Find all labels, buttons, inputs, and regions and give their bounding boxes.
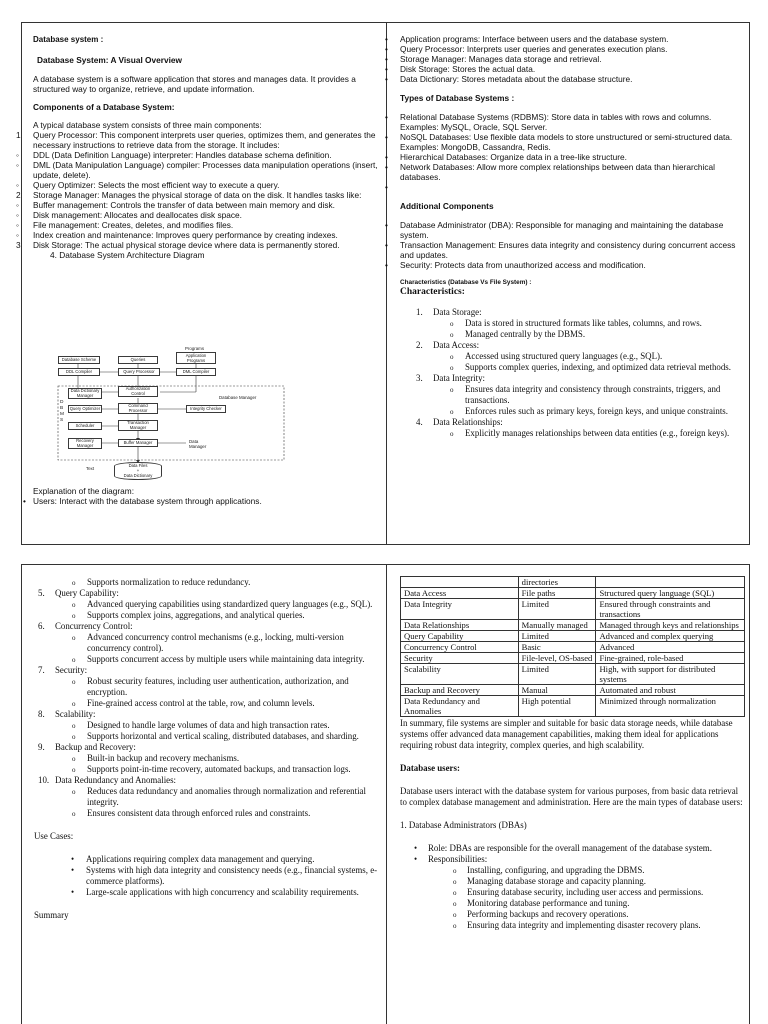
component-item — [16, 210, 380, 220]
list-sub-item — [22, 577, 382, 588]
bullet-marker: • — [414, 843, 418, 853]
list-sub-item — [400, 362, 744, 373]
list-sub-item — [22, 720, 382, 731]
role-bullet — [400, 843, 747, 854]
circle-marker: o — [72, 810, 76, 818]
circle-marker: o — [453, 900, 457, 908]
list-sub-item — [22, 632, 382, 654]
type-bullet-text: Network Databases: Allow more complex relationships between data than hierarchical databases. — [400, 162, 715, 182]
buffer-manager-box: Buffer Manager — [118, 439, 158, 447]
sub-item-text: Fine-grained access control at the table, row, and column levels. — [87, 698, 315, 708]
component-bullet-text: Disk Storage: Stores the actual data. — [400, 64, 536, 74]
component-bullet — [385, 64, 744, 74]
number-marker: 2 — [16, 190, 21, 200]
characteristic-title: Data Relationships: — [433, 417, 503, 427]
list-sub-item — [400, 351, 744, 362]
sub-item-text: Supports horizontal and vertical scaling, distributed databases, and sharding. — [87, 731, 359, 741]
types-list — [385, 112, 744, 182]
circle-marker: o — [450, 320, 454, 328]
component-item-text: Buffer management: Controls the transfer of data between main memory and disk. — [33, 200, 335, 210]
comparison-table — [400, 576, 745, 717]
circle-marker: o — [450, 331, 454, 339]
component-item — [16, 230, 380, 240]
additional-bullet-text: Database Administrator (DBA): Responsible for managing and maintaining the database system. — [400, 220, 724, 240]
type-bullet-text: NoSQL Databases: Use flexible data models to store unstructured or semi-structured data. Examples: MongoDB, Cassandra, Redis. — [400, 132, 733, 152]
sub-item-text: Robust security features, including user authentication, authorization, and encryption. — [87, 676, 349, 697]
characteristic-item — [22, 621, 382, 632]
bullet-marker: • — [71, 854, 75, 864]
characteristic-title: Security: — [55, 665, 88, 675]
table-cell: File paths — [518, 588, 596, 599]
sub-item-text: Managed centrally by the DBMS. — [465, 329, 586, 339]
component-item — [16, 220, 380, 230]
component-item-text: Index creation and maintenance: Improves query performance by creating indexes. — [33, 230, 338, 240]
bullet-marker: • — [385, 74, 388, 84]
list-sub-item — [400, 384, 744, 406]
additional-bullet-text: Security: Protects data from unauthorized access and modification. — [400, 260, 646, 270]
circle-marker: o — [72, 612, 76, 620]
circle-marker: ◦ — [16, 150, 19, 160]
component-item-text: DDL (Data Definition Language) interpreter: Handles database schema definition. — [33, 150, 332, 160]
list-sub-item — [22, 764, 382, 775]
use-cases-list — [22, 854, 382, 898]
table-cell: directories — [518, 577, 596, 588]
database-users-heading: Database users: — [400, 763, 460, 773]
empty-bullet: • — [385, 182, 388, 192]
type-bullet — [385, 112, 744, 132]
component-item — [16, 160, 380, 180]
table-cell — [401, 577, 519, 588]
circle-marker: o — [72, 634, 76, 642]
table-cell: Data Access — [401, 588, 519, 599]
component-bullet-text: Query Processor: Interprets user queries and generates execution plans. — [400, 44, 668, 54]
table-cell: Advanced and complex querying — [596, 631, 745, 642]
users-bullet — [23, 496, 380, 506]
bullet-marker: • — [385, 240, 388, 250]
table-cell: Backup and Recovery — [401, 685, 519, 696]
sub-item-text: Ensures data integrity and consistency through constraints, triggers, and transactions. — [465, 384, 721, 405]
table-cell: Scalability — [401, 664, 519, 685]
characteristics-list-continued — [22, 588, 382, 819]
circle-marker: o — [453, 867, 457, 875]
responsibilities-text: Responsibilities: — [428, 854, 488, 864]
characteristic-title: Data Access: — [433, 340, 480, 350]
table-row — [401, 653, 745, 664]
table-cell: Basic — [518, 642, 596, 653]
number-marker: 4. — [416, 417, 423, 427]
summary-heading: Summary — [34, 910, 69, 920]
responsibility-item — [400, 876, 747, 887]
bullet-marker: • — [385, 64, 388, 74]
number-marker: 3. — [416, 373, 423, 383]
circle-marker: ◦ — [16, 160, 19, 170]
characteristic-item — [22, 742, 382, 753]
circle-marker: o — [72, 700, 76, 708]
responsibility-text: Performing backups and recovery operations. — [467, 909, 629, 919]
use-case-text: Large-scale applications with high concurrency and scalability requirements. — [86, 887, 359, 897]
component-bullet — [385, 44, 744, 54]
bottom-right-column — [400, 576, 747, 931]
database-scheme-box: Database Scheme — [58, 356, 100, 364]
characteristic-item — [22, 709, 382, 720]
bullet-marker: • — [385, 34, 388, 44]
top-left-column — [16, 35, 380, 260]
sub-item-text: Accessed using structured query languages (e.g., SQL). — [465, 351, 663, 361]
circle-marker: o — [72, 788, 76, 796]
characteristic-item — [400, 373, 744, 384]
characteristic-item — [400, 307, 744, 318]
component-item — [16, 190, 380, 200]
number-marker: 2. — [416, 340, 423, 350]
responsibility-item — [400, 887, 747, 898]
table-row — [401, 696, 745, 717]
number-marker: 1 — [16, 130, 21, 140]
intro-paragraph: A database system is a software application that stores and manages data. It provides a structured way to organize, retrieve, and update information. — [33, 74, 356, 94]
table-row — [401, 620, 745, 631]
responsibility-text: Installing, configuring, and upgrading the DBMS. — [467, 865, 645, 875]
circle-marker: o — [72, 601, 76, 609]
sub-item-text: Enforces rules such as primary keys, foreign keys, and unique constraints. — [465, 406, 728, 416]
table-cell: Structured query language (SQL) — [596, 588, 745, 599]
additional-bullet — [385, 260, 744, 270]
dbms-label: D B M S — [60, 400, 64, 423]
circle-marker: o — [450, 364, 454, 372]
bottom-page-panel — [21, 564, 750, 1024]
additional-heading: Additional Components — [400, 201, 494, 211]
table-cell: Managed through keys and relationships — [596, 620, 745, 631]
use-case-item — [22, 854, 382, 865]
sub-item-text: Ensures consistent data through enforced rules and constraints. — [87, 808, 311, 818]
type-bullet-text: Relational Database Systems (RDBMS): Store data in tables with rows and columns. Examples: MySQL, Oracle, SQL Server. — [400, 112, 712, 132]
bullet-marker: • — [385, 112, 388, 122]
table-row — [401, 685, 745, 696]
component-bullet-text: Storage Manager: Manages data storage and retrieval. — [400, 54, 602, 64]
bullet-marker: • — [385, 54, 388, 64]
component-item-text: Disk Storage: The actual physical storage device where data is permanently stored. — [33, 240, 340, 250]
table-cell: Ensured through constraints and transactions — [596, 599, 745, 620]
characteristic-item — [400, 340, 744, 351]
data-dictionary-label: Data Dictionary — [123, 472, 153, 478]
responsibility-text: Managing database storage and capacity planning. — [467, 876, 646, 886]
sub-item-text: Built-in backup and recovery mechanisms. — [87, 753, 240, 763]
data-dictionary-manager-box: Data Dictionary Manager — [68, 388, 102, 399]
circle-marker: ◦ — [16, 230, 19, 240]
responsibility-item — [400, 865, 747, 876]
component-item-text: Query Processor: This component interprets user queries, optimizes them, and generates the necessary instructions to retrieve data from the storage. It includes: — [33, 130, 376, 150]
characteristic-title: Data Integrity: — [433, 373, 485, 383]
data-manager-label: Data Manager — [189, 439, 207, 449]
characteristic-item — [22, 665, 382, 676]
circle-marker: ◦ — [16, 210, 19, 220]
list-sub-item — [22, 698, 382, 709]
role-text: Role: DBAs are responsible for the overall management of the database system. — [428, 843, 712, 853]
responsibility-item — [400, 920, 747, 931]
sub-item-text: Supports complex queries, indexing, and optimized data retrieval methods. — [465, 362, 731, 372]
dba-heading: 1. Database Administrators (DBAs) — [400, 820, 527, 830]
characteristic-title: Data Redundancy and Anomalies: — [55, 775, 177, 785]
table-cell: High potential — [518, 696, 596, 717]
bullet-marker: • — [414, 854, 418, 864]
sub-item-text: Advanced concurrency control mechanisms (e.g., locking, multi-version concurrency control). — [87, 632, 344, 653]
bullet-marker: • — [385, 260, 388, 270]
characteristic-title: Query Capability: — [55, 588, 119, 598]
component-bullet — [385, 74, 744, 84]
list-sub-item — [22, 731, 382, 742]
list-sub-item — [22, 753, 382, 764]
table-row — [401, 664, 745, 685]
circle-marker: o — [450, 408, 454, 416]
circle-marker: ◦ — [16, 220, 19, 230]
table-cell: Data Relationships — [401, 620, 519, 631]
bullet-marker: • — [23, 496, 26, 506]
bullet-marker: • — [385, 132, 388, 142]
top-right-column — [385, 34, 744, 439]
circle-marker: o — [72, 678, 76, 686]
dml-compiler-box: DML Compiler — [176, 368, 216, 376]
transaction-manager-box: Transaction Manager — [118, 420, 158, 431]
data-files-label: Data Files — [128, 463, 148, 468]
characteristics-heading: Characteristics: — [400, 287, 465, 297]
characteristics-list — [400, 307, 744, 439]
circle-marker: ◦ — [16, 200, 19, 210]
circle-marker: o — [72, 766, 76, 774]
bullet-marker: • — [385, 220, 388, 230]
summary-paragraph: In summary, file systems are simpler and suitable for basic data storage needs, while database systems offer advanced data management capabilities, making them ideal for applications requiring robust data integrity, complex queries, and high scalability. — [400, 718, 733, 750]
responsibilities-bullet — [400, 854, 747, 865]
data-files-cylinder — [114, 462, 162, 480]
circle-marker: o — [72, 656, 76, 664]
application-programs-box: Application Programs — [176, 352, 216, 364]
scheduler-box: Scheduler — [68, 422, 102, 430]
diagram-explanation — [23, 486, 380, 506]
sub-item-text: Advanced querying capabilities using standardized query languages (e.g., SQL). — [87, 599, 373, 609]
list-sub-item — [400, 406, 744, 417]
number-marker: 8. — [38, 709, 45, 719]
characteristic-title: Concurrency Control: — [55, 621, 133, 631]
column-divider — [386, 23, 387, 544]
component-item-text: Query Optimizer: Selects the most efficient way to execute a query. — [33, 180, 280, 190]
characteristic-title: Data Storage: — [433, 307, 482, 317]
bottom-left-column — [22, 577, 382, 921]
plus-label: + — [136, 467, 140, 473]
responsibility-item — [400, 909, 747, 920]
sub-item-text: Supports complex joins, aggregations, and analytical queries. — [87, 610, 305, 620]
programs-label: Programs — [185, 346, 205, 351]
use-cases-heading: Use Cases: — [34, 831, 74, 841]
database-manager-label: Database Manager — [219, 395, 257, 400]
circle-marker: o — [72, 579, 76, 587]
use-case-item — [22, 865, 382, 887]
types-heading: Types of Database Systems : — [400, 93, 515, 103]
number-marker: 5. — [38, 588, 45, 598]
list-sub-item — [22, 676, 382, 698]
characteristics-small-heading: Characteristics (Database Vs File System) : — [400, 279, 532, 286]
list-sub-item — [400, 329, 744, 340]
architecture-diagram — [56, 346, 286, 482]
diagram-connectors — [56, 346, 286, 482]
circle-marker: o — [450, 430, 454, 438]
circle-marker: ◦ — [16, 180, 19, 190]
users-bullet-text: Users: Interact with the database system through applications. — [33, 496, 262, 506]
query-processor-box: Query Processor — [118, 368, 160, 376]
characteristic-title: Backup and Recovery: — [55, 742, 136, 752]
number-marker: 1. — [416, 307, 423, 317]
responsibility-text: Ensuring data integrity and implementing disaster recovery plans. — [467, 920, 701, 930]
sub-item-text: Supports concurrent access by multiple users while maintaining data integrity. — [87, 654, 365, 664]
number-marker: 9. — [38, 742, 45, 752]
use-case-text: Systems with high data integrity and consistency needs (e.g., financial systems, e-commerce platforms). — [86, 865, 378, 886]
table-cell: Data Redundancy and Anomalies — [401, 696, 519, 717]
integrity-checker-box: Integrity Checker — [186, 405, 226, 413]
component-bullet-text: Data Dictionary: Stores metadata about the database structure. — [400, 74, 633, 84]
explanation-label: Explanation of the diagram: — [33, 486, 135, 496]
column-divider — [386, 565, 387, 1024]
table-cell: Security — [401, 653, 519, 664]
table-cell: Minimized through normalization — [596, 696, 745, 717]
sub-item-text: Designed to handle large volumes of data and high transaction rates. — [87, 720, 330, 730]
authorization-control-box: Authorization Control — [118, 386, 158, 397]
list-sub-item — [22, 610, 382, 621]
bullet-marker: • — [385, 152, 388, 162]
table-cell: Manual — [518, 685, 596, 696]
component-item — [16, 240, 380, 250]
table-cell: Limited — [518, 664, 596, 685]
table-cell: Limited — [518, 599, 596, 620]
table-row — [401, 631, 745, 642]
type-bullet — [385, 152, 744, 162]
sub-item-text: Data is stored in structured formats like tables, columns, and rows. — [465, 318, 702, 328]
component-item-text: File management: Creates, deletes, and modifies files. — [33, 220, 234, 230]
characteristic-item — [400, 417, 744, 428]
responsibility-item — [400, 898, 747, 909]
table-cell: Concurrency Control — [401, 642, 519, 653]
list-sub-item — [400, 318, 744, 329]
table-cell: Data Integrity — [401, 599, 519, 620]
sub-item-text: Supports normalization to reduce redundancy. — [87, 577, 251, 587]
diagram-caption: 4. Database System Architecture Diagram — [50, 250, 205, 260]
responsibility-text: Monitoring database performance and tuning. — [467, 898, 630, 908]
number-marker: 3 — [16, 240, 21, 250]
circle-marker: o — [453, 878, 457, 886]
responsibilities-list — [400, 865, 747, 931]
ddl-compiler-box: DDL Compiler — [58, 368, 100, 376]
type-bullet — [385, 162, 744, 182]
list-sub-item — [22, 786, 382, 808]
bullet-marker: • — [385, 44, 388, 54]
component-item — [16, 180, 380, 190]
table-cell: High, with support for distributed systems — [596, 664, 745, 685]
sub-item-text: Reduces data redundancy and anomalies through normalization and referential integrity. — [87, 786, 366, 807]
visual-overview-heading: Database System: A Visual Overview — [37, 55, 182, 65]
component-item-text: Storage Manager: Manages the physical storage of data on the disk. It handles tasks like: — [33, 190, 362, 200]
table-row — [401, 642, 745, 653]
list-sub-item — [22, 808, 382, 819]
circle-marker: o — [453, 911, 457, 919]
component-bullet — [385, 34, 744, 44]
component-item-text: Disk management: Allocates and deallocates disk space. — [33, 210, 242, 220]
component-item — [16, 150, 380, 160]
recovery-manager-box: Recovery Manager — [68, 438, 102, 449]
characteristic-title: Scalability: — [55, 709, 96, 719]
table-row — [401, 577, 745, 588]
additional-list — [385, 220, 744, 270]
additional-bullet-text: Transaction Management: Ensures data integrity and consistency during concurrent access and updates. — [400, 240, 736, 260]
circle-marker: o — [453, 889, 457, 897]
table-cell: Automated and robust — [596, 685, 745, 696]
component-item-text: DML (Data Manipulation Language) compiler: Processes data manipulation operations (insert, update, delete). — [33, 160, 378, 180]
database-system-heading: Database system : — [33, 35, 104, 44]
number-marker: 7. — [38, 665, 45, 675]
additional-bullet — [385, 220, 744, 240]
use-case-item — [22, 887, 382, 898]
characteristic-item — [22, 588, 382, 599]
components-intro: A typical database system consists of three main components: — [33, 120, 262, 130]
additional-bullet — [385, 240, 744, 260]
list-sub-item — [22, 654, 382, 665]
components-heading: Components of a Database System: — [33, 102, 175, 112]
sub-item-text: Supports point-in-time recovery, automated backups, and transaction logs. — [87, 764, 351, 774]
responsibility-text: Ensuring database security, including user access and permissions. — [467, 887, 704, 897]
component-bullet-text: Application programs: Interface between users and the database system. — [400, 34, 669, 44]
table-cell: Fine-grained, role-based — [596, 653, 745, 664]
number-marker: 10. — [38, 775, 50, 785]
text-label: Text — [86, 466, 95, 471]
bullet-marker: • — [385, 162, 388, 172]
query-optimizer-box: Query Optimizer — [69, 406, 101, 411]
table-cell: Advanced — [596, 642, 745, 653]
users-intro: Database users interact with the database system for various purposes, from basic data retrieval to complex database management and administration. Here are the main types of database users: — [400, 786, 743, 807]
table-cell: Query Capability — [401, 631, 519, 642]
circle-marker: o — [450, 386, 454, 394]
characteristic-item — [22, 775, 382, 786]
table-cell — [596, 577, 745, 588]
bullet-marker: • — [71, 865, 75, 875]
type-bullet — [385, 132, 744, 152]
top-page-panel — [16, 22, 750, 545]
circle-marker: o — [72, 755, 76, 763]
list-sub-item — [400, 428, 744, 439]
component-item — [16, 130, 380, 150]
table-row — [401, 599, 745, 620]
components-list — [16, 130, 380, 250]
table-row — [401, 588, 745, 599]
number-marker: 6. — [38, 621, 45, 631]
circle-marker: o — [72, 722, 76, 730]
table-cell: File-level, OS-based — [518, 653, 596, 664]
component-bullets — [385, 34, 744, 84]
type-bullet-text: Hierarchical Databases: Organize data in a tree-like structure. — [400, 152, 627, 162]
sub-item-text: Explicitly manages relationships between data entities (e.g., foreign keys). — [465, 428, 730, 438]
circle-marker: o — [72, 733, 76, 741]
table-cell: Limited — [518, 631, 596, 642]
table-cell: Manually managed — [518, 620, 596, 631]
component-item — [16, 200, 380, 210]
use-case-text: Applications requiring complex data management and querying. — [86, 854, 315, 864]
bullet-marker: • — [71, 887, 75, 897]
component-bullet — [385, 54, 744, 64]
queries-box: Queries — [118, 356, 158, 364]
dba-list — [400, 843, 747, 865]
command-processor-box: Command Processor — [118, 403, 158, 414]
list-sub-item — [22, 599, 382, 610]
circle-marker: o — [450, 353, 454, 361]
circle-marker: o — [453, 922, 457, 930]
